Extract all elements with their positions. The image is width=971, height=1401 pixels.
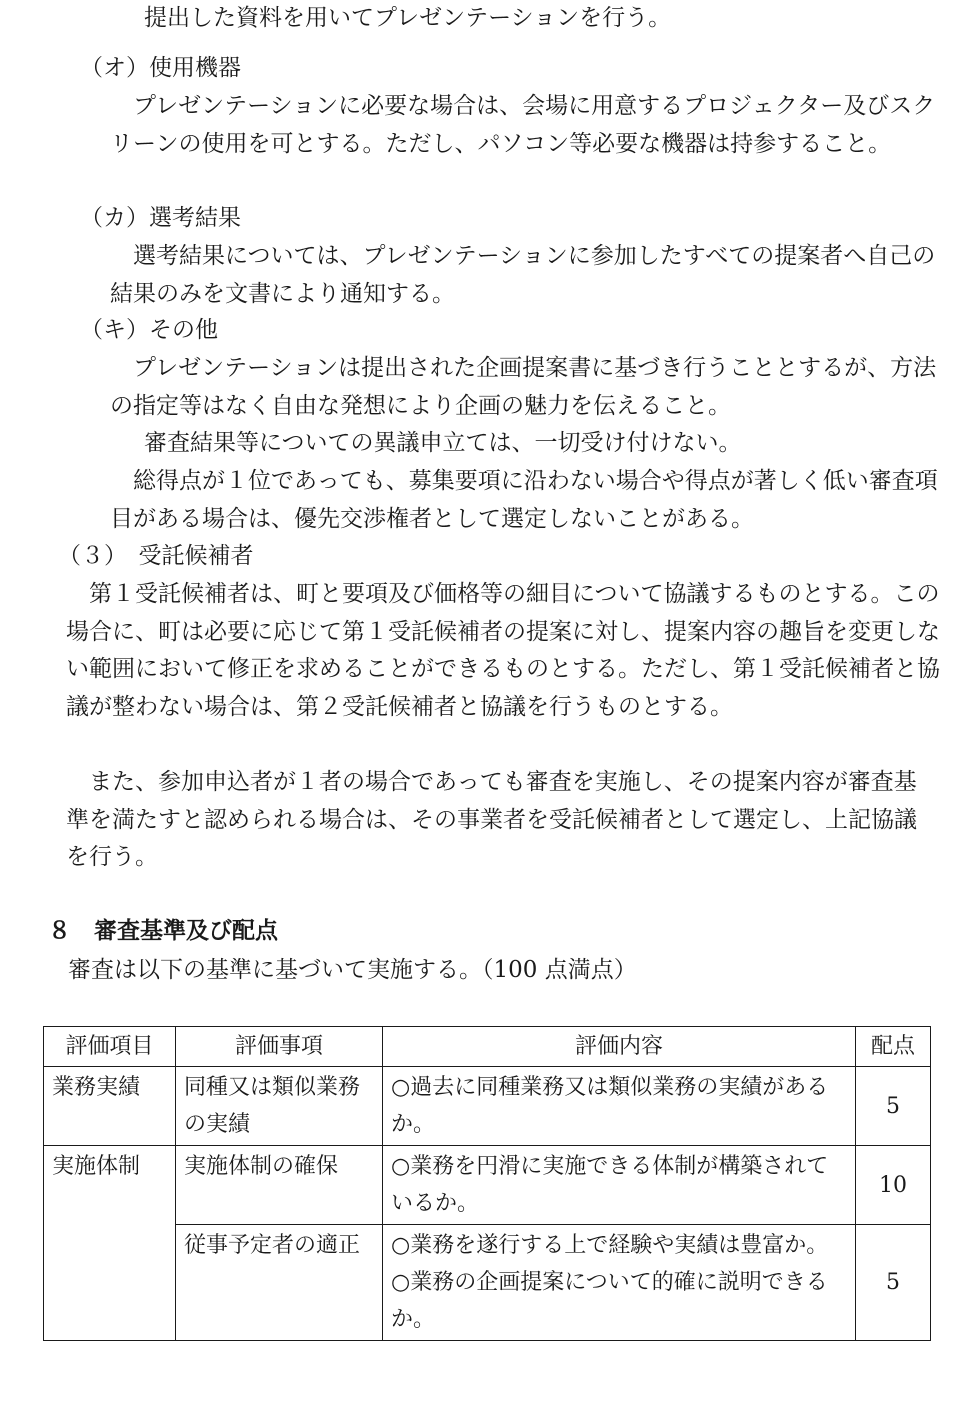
subsection-o-body: プレゼンテーションに必要な場合は、会場に用意するプロジェクター及びスクリーンの使用を可とする。ただし、パソコン等必要な機器は持参すること。 <box>110 93 936 157</box>
subsection-ki-heading: （キ）その他 <box>80 317 218 343</box>
row-points: 5 <box>856 1067 931 1146</box>
table-header-row <box>44 1027 931 1067</box>
section-3-para-2: また、参加申込者が１者の場合であっても審査を実施し、その提案内容が審査基準を満たすと認められる場合は、その事業者を受託候補者として選定し、上記協議を行う。 <box>66 769 917 870</box>
subsection-ki-body-1: プレゼンテーションは提出された企画提案書に基づき行うこととするが、方法の指定等はなく自由な発想により企画の魅力を伝えること。 <box>110 355 937 419</box>
row-category: 業務実績 <box>44 1067 176 1146</box>
row-content-line: ○過去に同種業務又は類似業務の実績があるか。 <box>391 1075 829 1137</box>
row-category: 実施体制 <box>44 1146 176 1341</box>
row-content-line: ○業務の企画提案について的確に説明できるか。 <box>391 1270 828 1332</box>
table-row <box>44 1067 931 1146</box>
header-points: 配点 <box>856 1027 931 1067</box>
header-item: 評価事項 <box>176 1027 383 1067</box>
section-3-para-1: 第１受託候補者は、町と要項及び価格等の細目について協議するものとする。この場合に、町は必要に応じて第１受託候補者の提案に対し、提案内容の趣旨を変更しない範囲において修正を求めることができるものとする。ただし、第１受託候補者と協議が整わない場合は、第２受託候補者と協議を行うものとする。 <box>66 581 940 720</box>
header-content: 評価内容 <box>383 1027 856 1067</box>
row-points: 5 <box>856 1225 931 1341</box>
evaluation-criteria-table <box>43 1026 931 1341</box>
row-content <box>383 1067 856 1146</box>
subsection-o-heading: （オ）使用機器 <box>80 55 241 81</box>
section-8-heading: ８ 審査基準及び配点 <box>48 918 278 944</box>
section-3-heading: （３） 受託候補者 <box>58 543 254 569</box>
presentation-line: 提出した資料を用いてプレゼンテーションを行う。 <box>144 5 672 31</box>
row-item: 同種又は類似業務の実績 <box>176 1067 383 1146</box>
row-content <box>383 1225 856 1341</box>
row-item: 従事予定者の適正 <box>176 1225 383 1341</box>
subsection-ki-body-2: 審査結果等についての異議申立ては、一切受け付けない。 <box>144 430 742 456</box>
subsection-ka-body: 選考結果については、プレゼンテーションに参加したすべての提案者へ自己の結果のみを文書により通知する。 <box>110 243 936 307</box>
subsection-ki-body-3: 総得点が１位であっても、募集要項に沿わない場合や得点が著しく低い審査項目がある場合は、優先交渉権者として選定しないことがある。 <box>110 468 938 532</box>
row-content-line: ○業務を円滑に実施できる体制が構築されているか。 <box>391 1154 829 1216</box>
section-8-intro: 審査は以下の基準に基づいて実施する。（100 点満点） <box>68 957 637 983</box>
table-row <box>44 1225 931 1341</box>
subsection-ka-heading: （カ）選考結果 <box>80 205 241 231</box>
row-content <box>383 1146 856 1225</box>
row-content-line: ○業務を遂行する上で経験や実績は豊富か。 <box>391 1233 829 1258</box>
row-points: 10 <box>856 1146 931 1225</box>
header-category: 評価項目 <box>44 1027 176 1067</box>
row-item: 実施体制の確保 <box>176 1146 383 1225</box>
table-row <box>44 1146 931 1225</box>
